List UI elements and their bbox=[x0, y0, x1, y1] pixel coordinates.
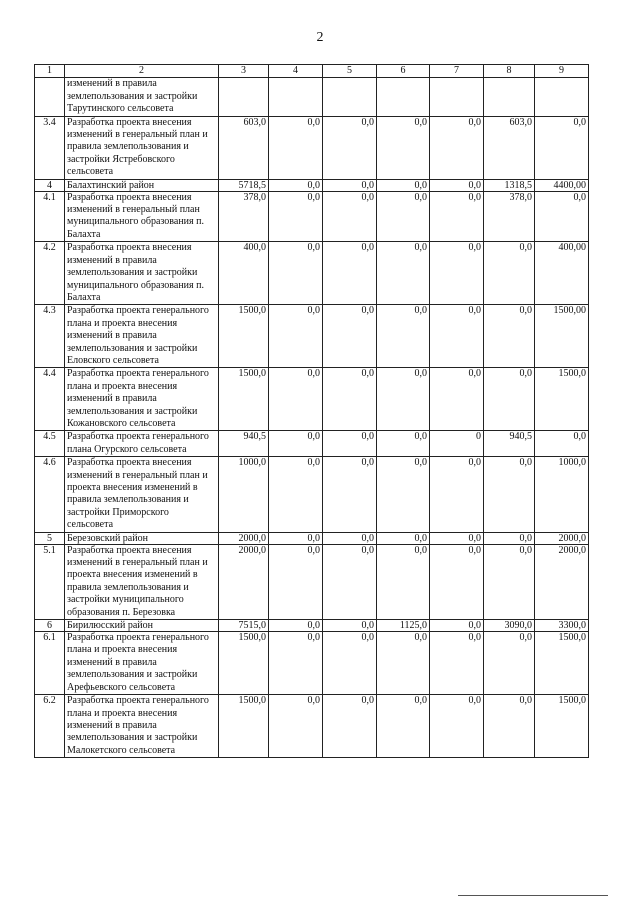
column-header: 7 bbox=[430, 65, 484, 78]
row-name: Разработка проекта генерального плана и проекта внесения изменений в правила землепользования и застройки Кожановского сельсовета bbox=[65, 368, 219, 431]
table-row bbox=[35, 632, 589, 695]
row-value: 0,0 bbox=[377, 695, 430, 758]
row-value: 1000,0 bbox=[535, 457, 589, 532]
row-value: 0,0 bbox=[484, 242, 535, 305]
column-header: 5 bbox=[323, 65, 377, 78]
row-value: 0,0 bbox=[323, 116, 377, 179]
row-value: 0,0 bbox=[430, 632, 484, 695]
row-name: Разработка проекта внесения изменений в генеральный план и проекта внесения изменений в правила землепользования и застройки муниципального образования п. Березовка bbox=[65, 544, 219, 619]
row-value: 0,0 bbox=[484, 632, 535, 695]
row-value: 940,5 bbox=[219, 431, 269, 457]
row-number: 4.5 bbox=[35, 431, 65, 457]
row-name: Разработка проекта внесения изменений в генеральный план муниципального образования п. Балахта bbox=[65, 191, 219, 242]
row-value: 0,0 bbox=[430, 532, 484, 544]
row-value: 0,0 bbox=[377, 431, 430, 457]
row-value: 0 bbox=[430, 431, 484, 457]
row-value: 400,0 bbox=[219, 242, 269, 305]
table-row bbox=[35, 116, 589, 179]
row-value: 1500,0 bbox=[219, 305, 269, 368]
row-value: 603,0 bbox=[484, 116, 535, 179]
row-number: 5.1 bbox=[35, 544, 65, 619]
column-header: 4 bbox=[269, 65, 323, 78]
row-value: 0,0 bbox=[377, 544, 430, 619]
row-number: 4.4 bbox=[35, 368, 65, 431]
row-name: Березовский район bbox=[65, 532, 219, 544]
row-value: 940,5 bbox=[484, 431, 535, 457]
table-row bbox=[35, 544, 589, 619]
row-value: 0,0 bbox=[484, 457, 535, 532]
row-value: 0,0 bbox=[323, 242, 377, 305]
row-value: 0,0 bbox=[430, 620, 484, 632]
row-value: 0,0 bbox=[269, 695, 323, 758]
row-value: 1500,0 bbox=[219, 695, 269, 758]
row-value: 0,0 bbox=[377, 305, 430, 368]
row-value: 603,0 bbox=[219, 116, 269, 179]
row-number: 4.3 bbox=[35, 305, 65, 368]
row-value: 0,0 bbox=[430, 695, 484, 758]
row-value: 1500,0 bbox=[535, 695, 589, 758]
row-value: 3300,0 bbox=[535, 620, 589, 632]
row-name: Балахтинский район bbox=[65, 179, 219, 191]
table-row bbox=[35, 695, 589, 758]
row-value: 0,0 bbox=[323, 431, 377, 457]
row-number: 6.1 bbox=[35, 632, 65, 695]
row-value: 0,0 bbox=[377, 179, 430, 191]
row-value: 0,0 bbox=[430, 457, 484, 532]
row-value: 0,0 bbox=[269, 179, 323, 191]
row-value: 0,0 bbox=[323, 368, 377, 431]
column-header: 1 bbox=[35, 65, 65, 78]
row-value bbox=[430, 78, 484, 116]
row-value: 0,0 bbox=[323, 632, 377, 695]
row-value: 0,0 bbox=[535, 191, 589, 242]
row-value: 2000,0 bbox=[535, 532, 589, 544]
row-name: Разработка проекта внесения изменений в генеральный план и проекта внесения изменений в правила землепользования и застройки Приморского сельсовета bbox=[65, 457, 219, 532]
table-row bbox=[35, 620, 589, 632]
table-row bbox=[35, 78, 589, 116]
row-value: 378,0 bbox=[219, 191, 269, 242]
row-value: 0,0 bbox=[430, 191, 484, 242]
row-value: 0,0 bbox=[377, 242, 430, 305]
column-header: 2 bbox=[65, 65, 219, 78]
row-value: 0,0 bbox=[535, 116, 589, 179]
row-value: 0,0 bbox=[323, 532, 377, 544]
table-body bbox=[35, 65, 589, 758]
row-value: 0,0 bbox=[269, 116, 323, 179]
row-value bbox=[377, 78, 430, 116]
row-value: 0,0 bbox=[484, 695, 535, 758]
row-value: 0,0 bbox=[377, 457, 430, 532]
row-number bbox=[35, 78, 65, 116]
row-name: изменений в правила землепользования и застройки Тарутинского сельсовета bbox=[65, 78, 219, 116]
row-value: 0,0 bbox=[323, 191, 377, 242]
row-value: 1500,0 bbox=[219, 368, 269, 431]
row-name: Бирилюсский район bbox=[65, 620, 219, 632]
row-value: 1500,00 bbox=[535, 305, 589, 368]
row-value: 0,0 bbox=[323, 620, 377, 632]
row-number: 6.2 bbox=[35, 695, 65, 758]
row-name: Разработка проекта генерального плана и проекта внесения изменений в правила землепользования и застройки Малокетского сельсовета bbox=[65, 695, 219, 758]
row-name: Разработка проекта внесения изменений в генеральный план и правила землепользования и застройки Ястребовского сельсовета bbox=[65, 116, 219, 179]
budget-table bbox=[34, 64, 589, 758]
row-value: 0,0 bbox=[323, 179, 377, 191]
column-header: 8 bbox=[484, 65, 535, 78]
row-number: 4.2 bbox=[35, 242, 65, 305]
column-header: 9 bbox=[535, 65, 589, 78]
row-value: 0,0 bbox=[269, 368, 323, 431]
row-value: 7515,0 bbox=[219, 620, 269, 632]
header-row bbox=[35, 65, 589, 78]
row-value: 400,00 bbox=[535, 242, 589, 305]
row-value bbox=[535, 78, 589, 116]
row-value: 0,0 bbox=[377, 368, 430, 431]
table-row bbox=[35, 431, 589, 457]
row-value: 0,0 bbox=[484, 532, 535, 544]
row-value: 2000,0 bbox=[219, 532, 269, 544]
row-value: 1500,0 bbox=[535, 632, 589, 695]
row-value: 0,0 bbox=[269, 532, 323, 544]
row-value: 0,0 bbox=[269, 457, 323, 532]
row-name: Разработка проекта генерального плана и проекта внесения изменений в правила землепользования и застройки Еловского сельсовета bbox=[65, 305, 219, 368]
row-number: 4 bbox=[35, 179, 65, 191]
row-name: Разработка проекта генерального плана и проекта внесения изменений в правила землепользования и застройки Арефьевского сельсовета bbox=[65, 632, 219, 695]
row-value: 0,0 bbox=[269, 431, 323, 457]
row-value: 1318,5 bbox=[484, 179, 535, 191]
row-value: 0,0 bbox=[484, 368, 535, 431]
row-value: 0,0 bbox=[377, 191, 430, 242]
row-value: 2000,0 bbox=[219, 544, 269, 619]
row-value: 0,0 bbox=[323, 695, 377, 758]
row-value: 0,0 bbox=[323, 457, 377, 532]
column-header: 6 bbox=[377, 65, 430, 78]
row-value: 0,0 bbox=[430, 116, 484, 179]
row-value: 0,0 bbox=[484, 544, 535, 619]
table-row bbox=[35, 191, 589, 242]
row-value: 0,0 bbox=[269, 544, 323, 619]
row-value: 0,0 bbox=[377, 116, 430, 179]
row-name: Разработка проекта генерального плана Огурского сельсовета bbox=[65, 431, 219, 457]
row-value: 1000,0 bbox=[219, 457, 269, 532]
page-number: 2 bbox=[316, 30, 324, 45]
row-value: 0,0 bbox=[269, 305, 323, 368]
row-value: 0,0 bbox=[430, 242, 484, 305]
row-value: 0,0 bbox=[377, 532, 430, 544]
row-value: 0,0 bbox=[323, 305, 377, 368]
row-number: 6 bbox=[35, 620, 65, 632]
row-number: 3.4 bbox=[35, 116, 65, 179]
row-value bbox=[323, 78, 377, 116]
table-row bbox=[35, 242, 589, 305]
row-number: 4.6 bbox=[35, 457, 65, 532]
row-value: 3090,0 bbox=[484, 620, 535, 632]
row-value: 0,0 bbox=[484, 305, 535, 368]
bottom-rule bbox=[458, 895, 608, 896]
row-value: 0,0 bbox=[430, 305, 484, 368]
row-number: 5 bbox=[35, 532, 65, 544]
row-value: 0,0 bbox=[377, 632, 430, 695]
row-number: 4.1 bbox=[35, 191, 65, 242]
row-value: 1125,0 bbox=[377, 620, 430, 632]
row-value: 0,0 bbox=[323, 544, 377, 619]
row-value: 1500,0 bbox=[219, 632, 269, 695]
row-value: 0,0 bbox=[269, 191, 323, 242]
row-value: 2000,0 bbox=[535, 544, 589, 619]
row-value bbox=[219, 78, 269, 116]
row-value: 0,0 bbox=[269, 620, 323, 632]
row-value: 0,0 bbox=[430, 368, 484, 431]
row-value: 0,0 bbox=[430, 544, 484, 619]
row-value: 0,0 bbox=[269, 632, 323, 695]
row-value bbox=[484, 78, 535, 116]
row-value: 0,0 bbox=[430, 179, 484, 191]
table-row bbox=[35, 179, 589, 191]
row-value: 0,0 bbox=[535, 431, 589, 457]
table-row bbox=[35, 457, 589, 532]
row-value: 378,0 bbox=[484, 191, 535, 242]
row-name: Разработка проекта внесения изменений в правила землепользования и застройки муниципального образования п. Балахта bbox=[65, 242, 219, 305]
row-value: 1500,0 bbox=[535, 368, 589, 431]
table-row bbox=[35, 532, 589, 544]
row-value: 0,0 bbox=[269, 242, 323, 305]
row-value: 5718,5 bbox=[219, 179, 269, 191]
row-value: 4400,00 bbox=[535, 179, 589, 191]
row-value bbox=[269, 78, 323, 116]
table-row bbox=[35, 305, 589, 368]
column-header: 3 bbox=[219, 65, 269, 78]
table-row bbox=[35, 368, 589, 431]
